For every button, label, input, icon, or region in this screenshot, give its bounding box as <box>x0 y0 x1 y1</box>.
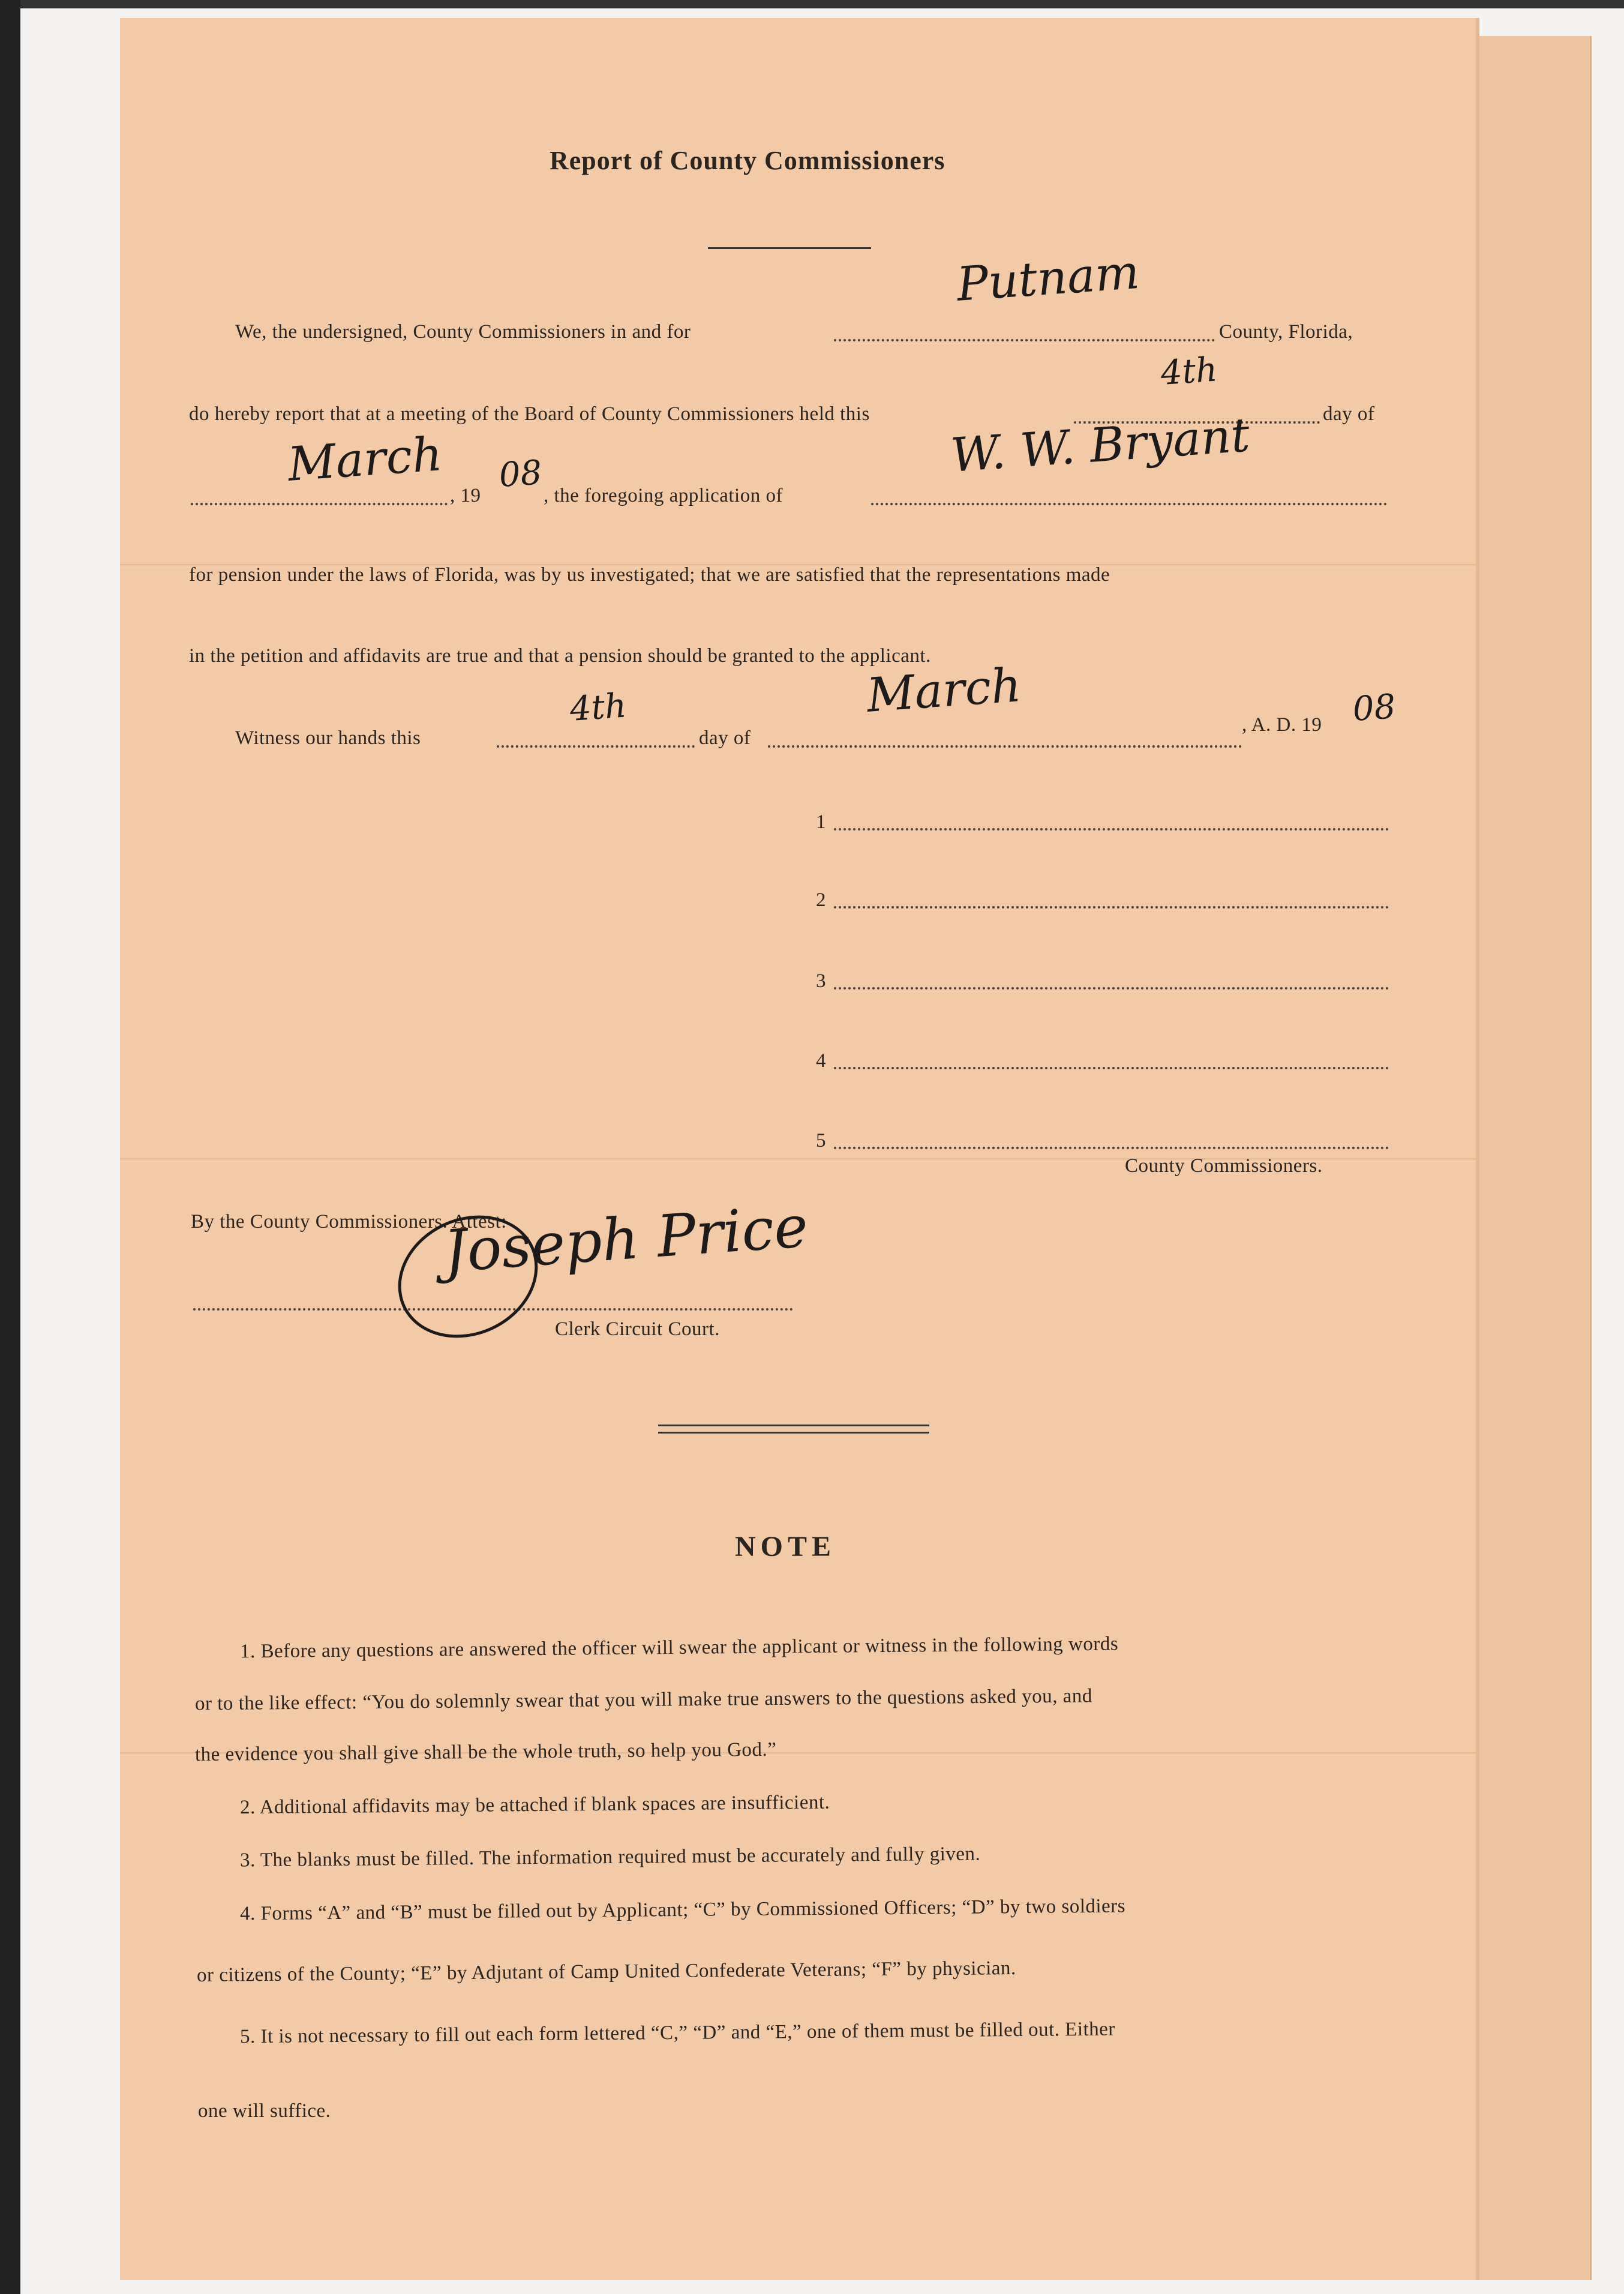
commissioner-number: 1 <box>816 811 826 833</box>
title-rule <box>708 247 871 249</box>
handwritten-witness-month: March <box>864 658 1023 723</box>
note-line: 3. The blanks must be filled. The information required must be accurately and fully given. <box>239 1843 981 1872</box>
commissioner-number: 3 <box>816 970 826 992</box>
note-line: the evidence you shall give shall be the whole truth, so help you God.” <box>194 1738 777 1766</box>
section-divider <box>658 1432 929 1434</box>
line1-prefix: We, the undersigned, County Commissioners in and for <box>235 321 691 343</box>
witness-ad: , A. D. 19 <box>1242 714 1322 736</box>
commissioner-signature-line <box>834 987 1389 989</box>
commissioner-number: 4 <box>816 1050 826 1072</box>
blank-month <box>191 503 448 505</box>
handwritten-witness-day: 4th <box>568 686 628 729</box>
clerk-caption: Clerk Circuit Court. <box>555 1318 720 1340</box>
attest-by-line: By the County Commissioners. Attest: <box>191 1211 507 1233</box>
blank-applicant <box>871 503 1387 505</box>
note-heading: NOTE <box>735 1531 836 1563</box>
form-page <box>120 18 1476 2280</box>
commissioner-number: 5 <box>816 1130 826 1152</box>
commissioner-signature-line <box>834 1067 1389 1069</box>
page-title: Report of County Commissioners <box>550 146 945 175</box>
blank-witness-day <box>497 745 695 748</box>
note-line: 1. Before any questions are answered the officer will swear the applicant or witness in the following words <box>239 1633 1119 1663</box>
commissioners-caption: County Commissioners. <box>1125 1155 1323 1177</box>
handwritten-county: Putnam <box>954 245 1142 312</box>
line1-suffix: County, Florida, <box>1219 321 1353 343</box>
line2-suffix: day of <box>1323 403 1375 425</box>
scanner-edge-left <box>0 0 20 2294</box>
line3-mid: , the foregoing application of <box>544 485 783 506</box>
witness-prefix: Witness our hands this <box>235 727 421 749</box>
note-line: 4. Forms “A” and “B” must be filled out by Applicant; “C” by Commissioned Officers; “D” by two soldiers <box>239 1895 1126 1925</box>
handwritten-witness-year: 08 <box>1351 687 1397 729</box>
commissioner-number: 2 <box>816 889 826 911</box>
note-line: one will suffice. <box>198 2100 331 2122</box>
note-line: 2. Additional affidavits may be attached if blank spaces are insufficient. <box>239 1791 830 1819</box>
line5-text: in the petition and affidavits are true and that a pension should be granted to the applicant. <box>189 645 931 667</box>
commissioner-signature-line <box>834 1147 1389 1149</box>
line4-text: for pension under the laws of Florida, was by us investigated; that we are satisfied that the representations made <box>189 564 1110 586</box>
commissioner-signature-line <box>834 828 1389 830</box>
line2-text: do hereby report that at a meeting of the Board of County Commissioners held this <box>189 403 870 425</box>
section-divider <box>658 1425 929 1426</box>
handwritten-meeting-year: 08 <box>497 453 544 495</box>
note-line: or to the like effect: “You do solemnly swear that you will make true answers to the questions asked you, and <box>194 1685 1092 1715</box>
handwritten-applicant: W. W. Bryant <box>948 408 1251 483</box>
blank-county <box>834 339 1215 341</box>
handwritten-meeting-month: March <box>286 427 445 492</box>
note-line: 5. It is not necessary to fill out each form lettered “C,” “D” and “E,” one of them must be filled out. Either <box>239 2018 1115 2048</box>
handwritten-meeting-day: 4th <box>1159 350 1219 393</box>
blank-witness-month <box>768 745 1242 748</box>
witness-mid: day of <box>699 727 751 749</box>
note-line: or citizens of the County; “E” by Adjutant of Camp United Confederate Veterans; “F” by physician. <box>196 1957 1016 1986</box>
clerk-signature: Joseph Price <box>442 1192 811 1285</box>
commissioner-signature-line <box>834 906 1389 908</box>
year-prefix: , 19 <box>450 485 481 506</box>
scanner-edge-top <box>0 0 1624 8</box>
